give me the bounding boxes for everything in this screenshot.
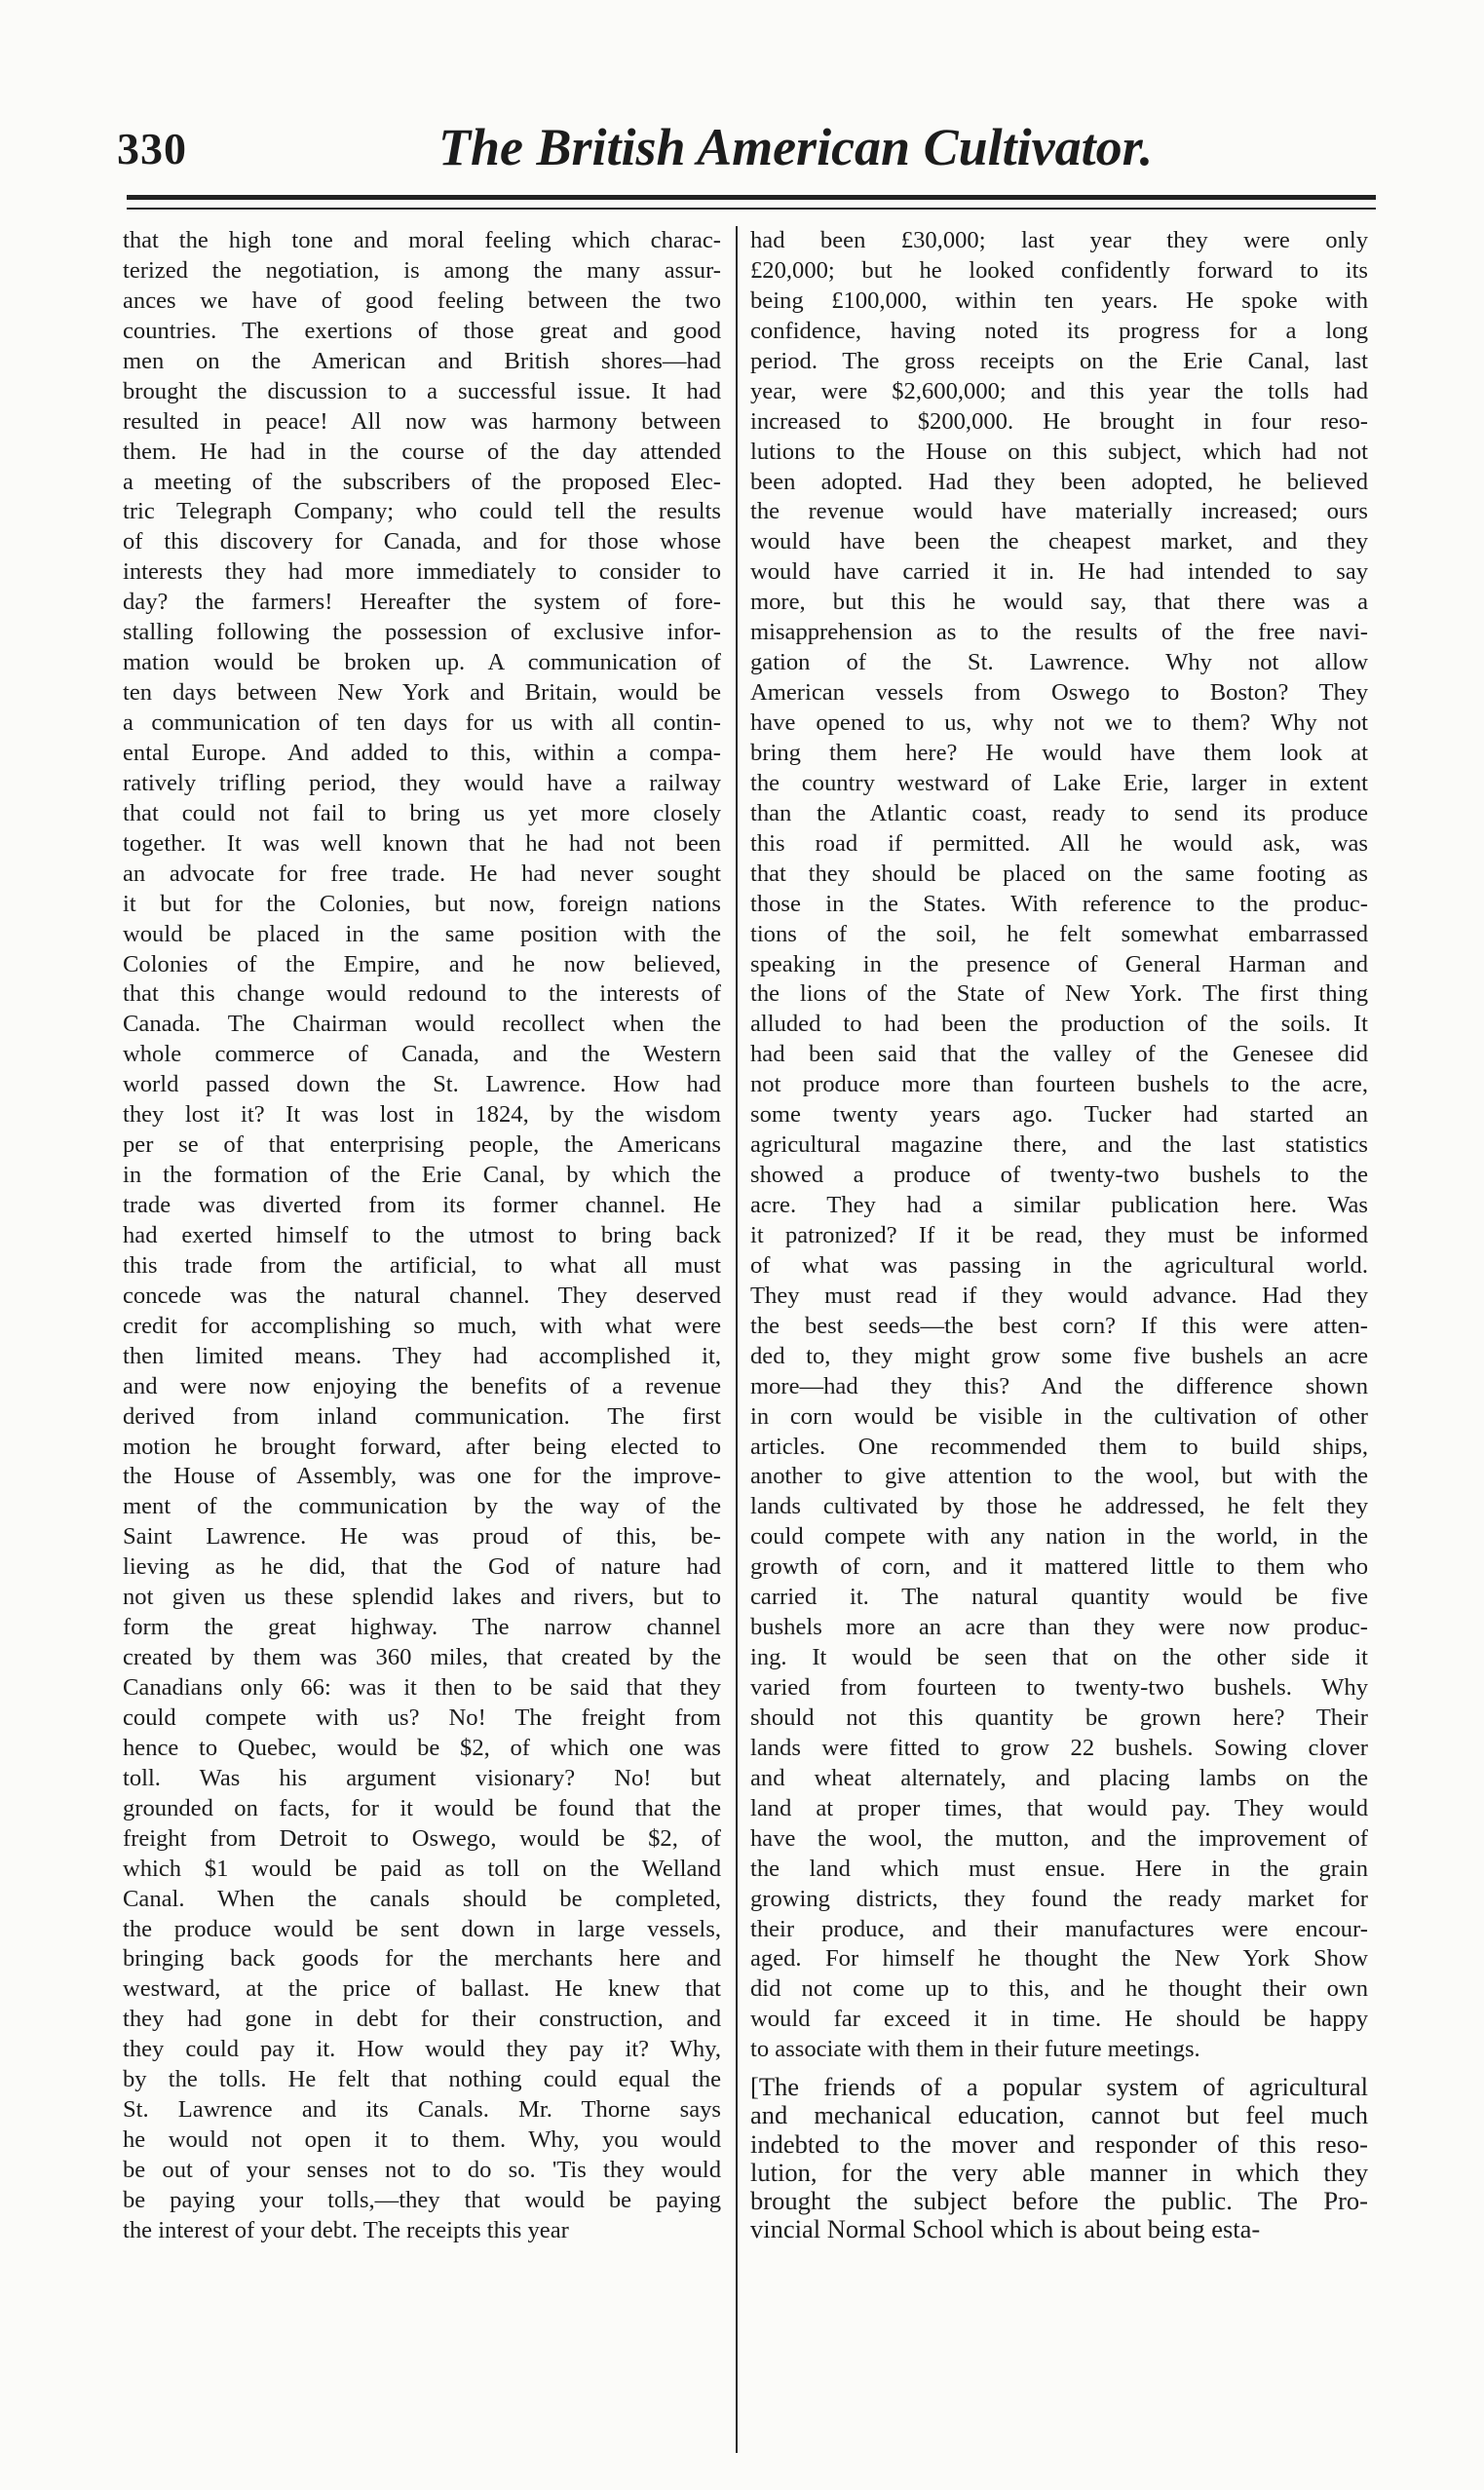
text-line: by the tolls. He felt that nothing could equal the <box>123 2066 721 2093</box>
text-line: hence to Quebec, would be $2, of which one was <box>123 1734 721 1761</box>
text-line: brought the discussion to a successful issue. It had <box>123 377 721 404</box>
text-line: being £100,000, within ten years. He spoke with <box>750 287 1368 314</box>
text-line: and were now enjoying the benefits of a revenue <box>123 1372 721 1399</box>
text-line: be out of your senses not to do so. 'Tis they would <box>123 2157 721 2183</box>
text-line: the lions of the State of New York. The first thing <box>750 980 1368 1008</box>
text-line: interests they had more immediately to consider to <box>123 558 721 586</box>
text-line: created by them was 360 miles, that created by the <box>123 1644 721 1671</box>
text-line: resulted in peace! All now was harmony between <box>123 407 721 435</box>
text-line: alluded to had been the production of the soils. It <box>750 1011 1368 1038</box>
text-line: had been £30,000; last year they were only <box>750 227 1368 253</box>
text-line: aged. For himself he thought the New York Show <box>750 1945 1368 1973</box>
text-line: motion he brought forward, after being elected to <box>123 1433 721 1460</box>
text-line: that they should be placed on the same footing as <box>750 860 1368 887</box>
text-line: would have carried it in. He had intended to say <box>750 558 1368 586</box>
text-line: their produce, and their manufactures were encour- <box>750 1915 1368 1942</box>
text-line: would have been the cheapest market, and they <box>750 528 1368 555</box>
text-line: terized the negotiation, is among the many assur- <box>123 256 721 284</box>
header-rule-thin <box>127 208 1376 210</box>
text-line: gation of the St. Lawrence. Why not allow <box>750 649 1368 676</box>
text-line: growing districts, they found the ready market for <box>750 1885 1368 1912</box>
text-line: and mechanical education, cannot but feel much <box>750 2101 1368 2130</box>
text-line: could compete with us? No! The freight from <box>123 1704 721 1731</box>
text-line: derived from inland communication. The first <box>123 1402 721 1430</box>
text-line: this trade from the artificial, to what all must <box>123 1251 721 1279</box>
text-line: Colonies of the Empire, and he now believed, <box>123 950 721 977</box>
text-line: he would not open it to them. Why, you would <box>123 2126 721 2154</box>
text-line: those in the States. With reference to the produc- <box>750 890 1368 917</box>
text-line: the country westward of Lake Erie, larger in extent <box>750 769 1368 796</box>
text-line: ances we have of good feeling between the two <box>123 287 721 314</box>
text-line: it patronized? If it be read, they must be informed <box>750 1221 1368 1248</box>
text-line: speaking in the presence of General Harman and <box>750 950 1368 977</box>
text-line: then limited means. They had accomplished it, <box>123 1342 721 1369</box>
text-line: bring them here? He would have them look at <box>750 739 1368 766</box>
text-line: carried it. The natural quantity would be five <box>750 1584 1368 1611</box>
text-line: this road if permitted. All he would ask, was <box>750 829 1368 857</box>
left-text-column <box>123 226 721 2246</box>
right-paragraph-2 <box>750 2073 1368 2243</box>
text-line: grounded on facts, for it would be found that the <box>123 1794 721 1821</box>
text-line: acre. They had a similar publication here. Was <box>750 1192 1368 1218</box>
page-number: 330 <box>117 124 187 173</box>
text-line: and wheat alternately, and placing lambs on the <box>750 1764 1368 1791</box>
text-line: the revenue would have materially increased; ours <box>750 498 1368 525</box>
text-line: had exerted himself to the utmost to bring back <box>123 1221 721 1248</box>
text-line: the House of Assembly, was one for the improve- <box>123 1463 721 1490</box>
text-line: confidence, having noted its progress for a long <box>750 317 1368 344</box>
text-line: an advocate for free trade. He had never sought <box>123 860 721 887</box>
text-line: ing. It would be seen that on the other side it <box>750 1644 1368 1671</box>
text-line: tions of the soil, he felt somewhat embarrassed <box>750 920 1368 947</box>
text-line: Saint Lawrence. He was proud of this, be- <box>123 1523 721 1551</box>
text-line: [The friends of a popular system of agricultural <box>750 2073 1368 2102</box>
text-line: have the wool, the mutton, and the improvement of <box>750 1824 1368 1852</box>
text-line: period. The gross receipts on the Erie Canal, last <box>750 347 1368 374</box>
text-line: them. He had in the course of the day attended <box>123 438 721 465</box>
text-line: would be placed in the same position with the <box>123 920 721 947</box>
text-line: freight from Detroit to Oswego, would be $2, of <box>123 1824 721 1852</box>
text-line: another to give attention to the wool, but with the <box>750 1463 1368 1490</box>
text-line: they could pay it. How would they pay it? Why, <box>123 2036 721 2063</box>
text-line: lieving as he did, that the God of nature had <box>123 1553 721 1581</box>
text-line: ental Europe. And added to this, within a compa- <box>123 739 721 766</box>
text-line: trade was diverted from its former channel. He <box>123 1192 721 1218</box>
text-line: that could not fail to bring us yet more closely <box>123 799 721 826</box>
text-line: a communication of ten days for us with all contin- <box>123 709 721 736</box>
text-line: stalling following the possession of exclusive infor- <box>123 619 721 646</box>
journal-title: The British American Cultivator. <box>438 118 1154 176</box>
text-line: showed a produce of twenty-two bushels to the <box>750 1162 1368 1189</box>
text-line: credit for accomplishing so much, with what were <box>123 1312 721 1339</box>
text-line: They must read if they would advance. Had they <box>750 1282 1368 1309</box>
text-line: to associate with them in their future meetings. <box>750 2036 1200 2063</box>
text-line: could compete with any nation in the world, in the <box>750 1523 1368 1551</box>
text-line: mation would be broken up. A communication of <box>123 649 721 676</box>
text-line: per se of that enterprising people, the Americans <box>123 1131 721 1159</box>
text-line: more, but this he would say, that there was a <box>750 589 1368 616</box>
text-line: agricultural magazine there, and the last statistics <box>750 1131 1368 1159</box>
text-line: Canal. When the canals should be completed, <box>123 1885 721 1912</box>
text-line: of what was passing in the agricultural world. <box>750 1251 1368 1279</box>
text-line: been adopted. Had they been adopted, he believed <box>750 468 1368 495</box>
text-line: the interest of your debt. The receipts this year <box>123 2216 569 2243</box>
text-line: indebted to the mover and responder of this reso- <box>750 2129 1368 2159</box>
text-line: the land which must ensue. Here in the grain <box>750 1855 1368 1882</box>
text-line: some twenty years ago. Tucker had started an <box>750 1101 1368 1129</box>
text-line: articles. One recommended them to build ships, <box>750 1433 1368 1460</box>
text-line: misapprehension as to the results of the free navi- <box>750 619 1368 646</box>
text-line: which $1 would be paid as toll on the Welland <box>123 1855 721 1882</box>
text-line: in the formation of the Erie Canal, by which the <box>123 1162 721 1189</box>
text-line: growth of corn, and it mattered little to them who <box>750 1553 1368 1581</box>
text-line: more—had they this? And the difference shown <box>750 1372 1368 1399</box>
text-line: form the great highway. The narrow channel <box>123 1614 721 1641</box>
text-line: in corn would be visible in the cultivation of other <box>750 1402 1368 1430</box>
text-line: increased to $200,000. He brought in four reso- <box>750 407 1368 435</box>
text-line: lutions to the House on this subject, which had not <box>750 438 1368 465</box>
text-line: ratively trifling period, they would have a railway <box>123 769 721 796</box>
text-line: £20,000; but he looked confidently forward to its <box>750 256 1368 284</box>
text-line: had been said that the valley of the Genesee did <box>750 1041 1368 1068</box>
text-line: the best seeds—the best corn? If this were atten- <box>750 1312 1368 1339</box>
text-line: than the Atlantic coast, ready to send its produce <box>750 799 1368 826</box>
column-divider <box>736 226 738 2453</box>
text-line: would far exceed it in time. He should be happy <box>750 2006 1368 2033</box>
text-line: did not come up to this, and he thought their own <box>750 1975 1368 2003</box>
text-line: should not this quantity be grown here? Their <box>750 1704 1368 1731</box>
text-line: whole commerce of Canada, and the Western <box>123 1041 721 1068</box>
text-line: have opened to us, why not we to them? Why not <box>750 709 1368 736</box>
text-line: brought the subject before the public. The Pro- <box>750 2186 1368 2215</box>
text-line: they lost it? It was lost in 1824, by the wisdom <box>123 1101 721 1129</box>
text-line: it but for the Colonies, but now, foreign nations <box>123 890 721 917</box>
text-line: tric Telegraph Company; who could tell the results <box>123 498 721 525</box>
right-paragraph-1 <box>750 226 1368 2065</box>
text-line: lands cultivated by those he addressed, he felt they <box>750 1493 1368 1520</box>
text-line: not given us these splendid lakes and rivers, but to <box>123 1584 721 1611</box>
text-line: not produce more than fourteen bushels to the acre, <box>750 1071 1368 1098</box>
header-rule-thick <box>127 195 1376 200</box>
text-line: world passed down the St. Lawrence. How had <box>123 1071 721 1098</box>
right-text-column <box>750 226 1368 2243</box>
text-line: that this change would redound to the interests of <box>123 980 721 1008</box>
text-line: lution, for the very able manner in which they <box>750 2158 1368 2187</box>
text-line: a meeting of the subscribers of the proposed Elec- <box>123 468 721 495</box>
text-line: lands were fitted to grow 22 bushels. Sowing clover <box>750 1734 1368 1761</box>
text-line: of this discovery for Canada, and for those whose <box>123 528 721 555</box>
text-line: that the high tone and moral feeling which charac- <box>123 227 721 253</box>
page-header <box>117 117 1374 195</box>
text-line: toll. Was his argument visionary? No! but <box>123 1764 721 1791</box>
text-line: concede was the natural channel. They deserved <box>123 1282 721 1309</box>
text-line: westward, at the price of ballast. He knew that <box>123 1975 721 2003</box>
paragraph-gap <box>750 2065 1368 2073</box>
text-line: countries. The exertions of those great and good <box>123 317 721 344</box>
text-line: the produce would be sent down in large vessels, <box>123 1915 721 1942</box>
text-line: land at proper times, that would pay. They would <box>750 1794 1368 1821</box>
text-line: men on the American and British shores—had <box>123 347 721 374</box>
text-line: be paying your tolls,—they that would be paying <box>123 2186 721 2213</box>
text-line: ded to, they might grow some five bushels an acre <box>750 1342 1368 1369</box>
text-line: ment of the communication by the way of the <box>123 1493 721 1520</box>
text-line: American vessels from Oswego to Boston? They <box>750 679 1368 707</box>
text-line: day? the farmers! Hereafter the system of fore- <box>123 589 721 616</box>
text-line: they had gone in debt for their construction, and <box>123 2006 721 2033</box>
text-line: Canada. The Chairman would recollect when the <box>123 1011 721 1038</box>
text-line: ten days between New York and Britain, would be <box>123 679 721 707</box>
text-line: year, were $2,600,000; and this year the tolls had <box>750 377 1368 404</box>
text-line: vincial Normal School which is about being esta- <box>750 2215 1261 2244</box>
text-line: St. Lawrence and its Canals. Mr. Thorne says <box>123 2096 721 2124</box>
text-line: Canadians only 66: was it then to be said that they <box>123 1674 721 1701</box>
text-line: together. It was well known that he had not been <box>123 829 721 857</box>
text-line: bringing back goods for the merchants here and <box>123 1945 721 1973</box>
text-line: bushels more an acre than they were now produc- <box>750 1614 1368 1641</box>
text-line: varied from fourteen to twenty-two bushels. Why <box>750 1674 1368 1701</box>
